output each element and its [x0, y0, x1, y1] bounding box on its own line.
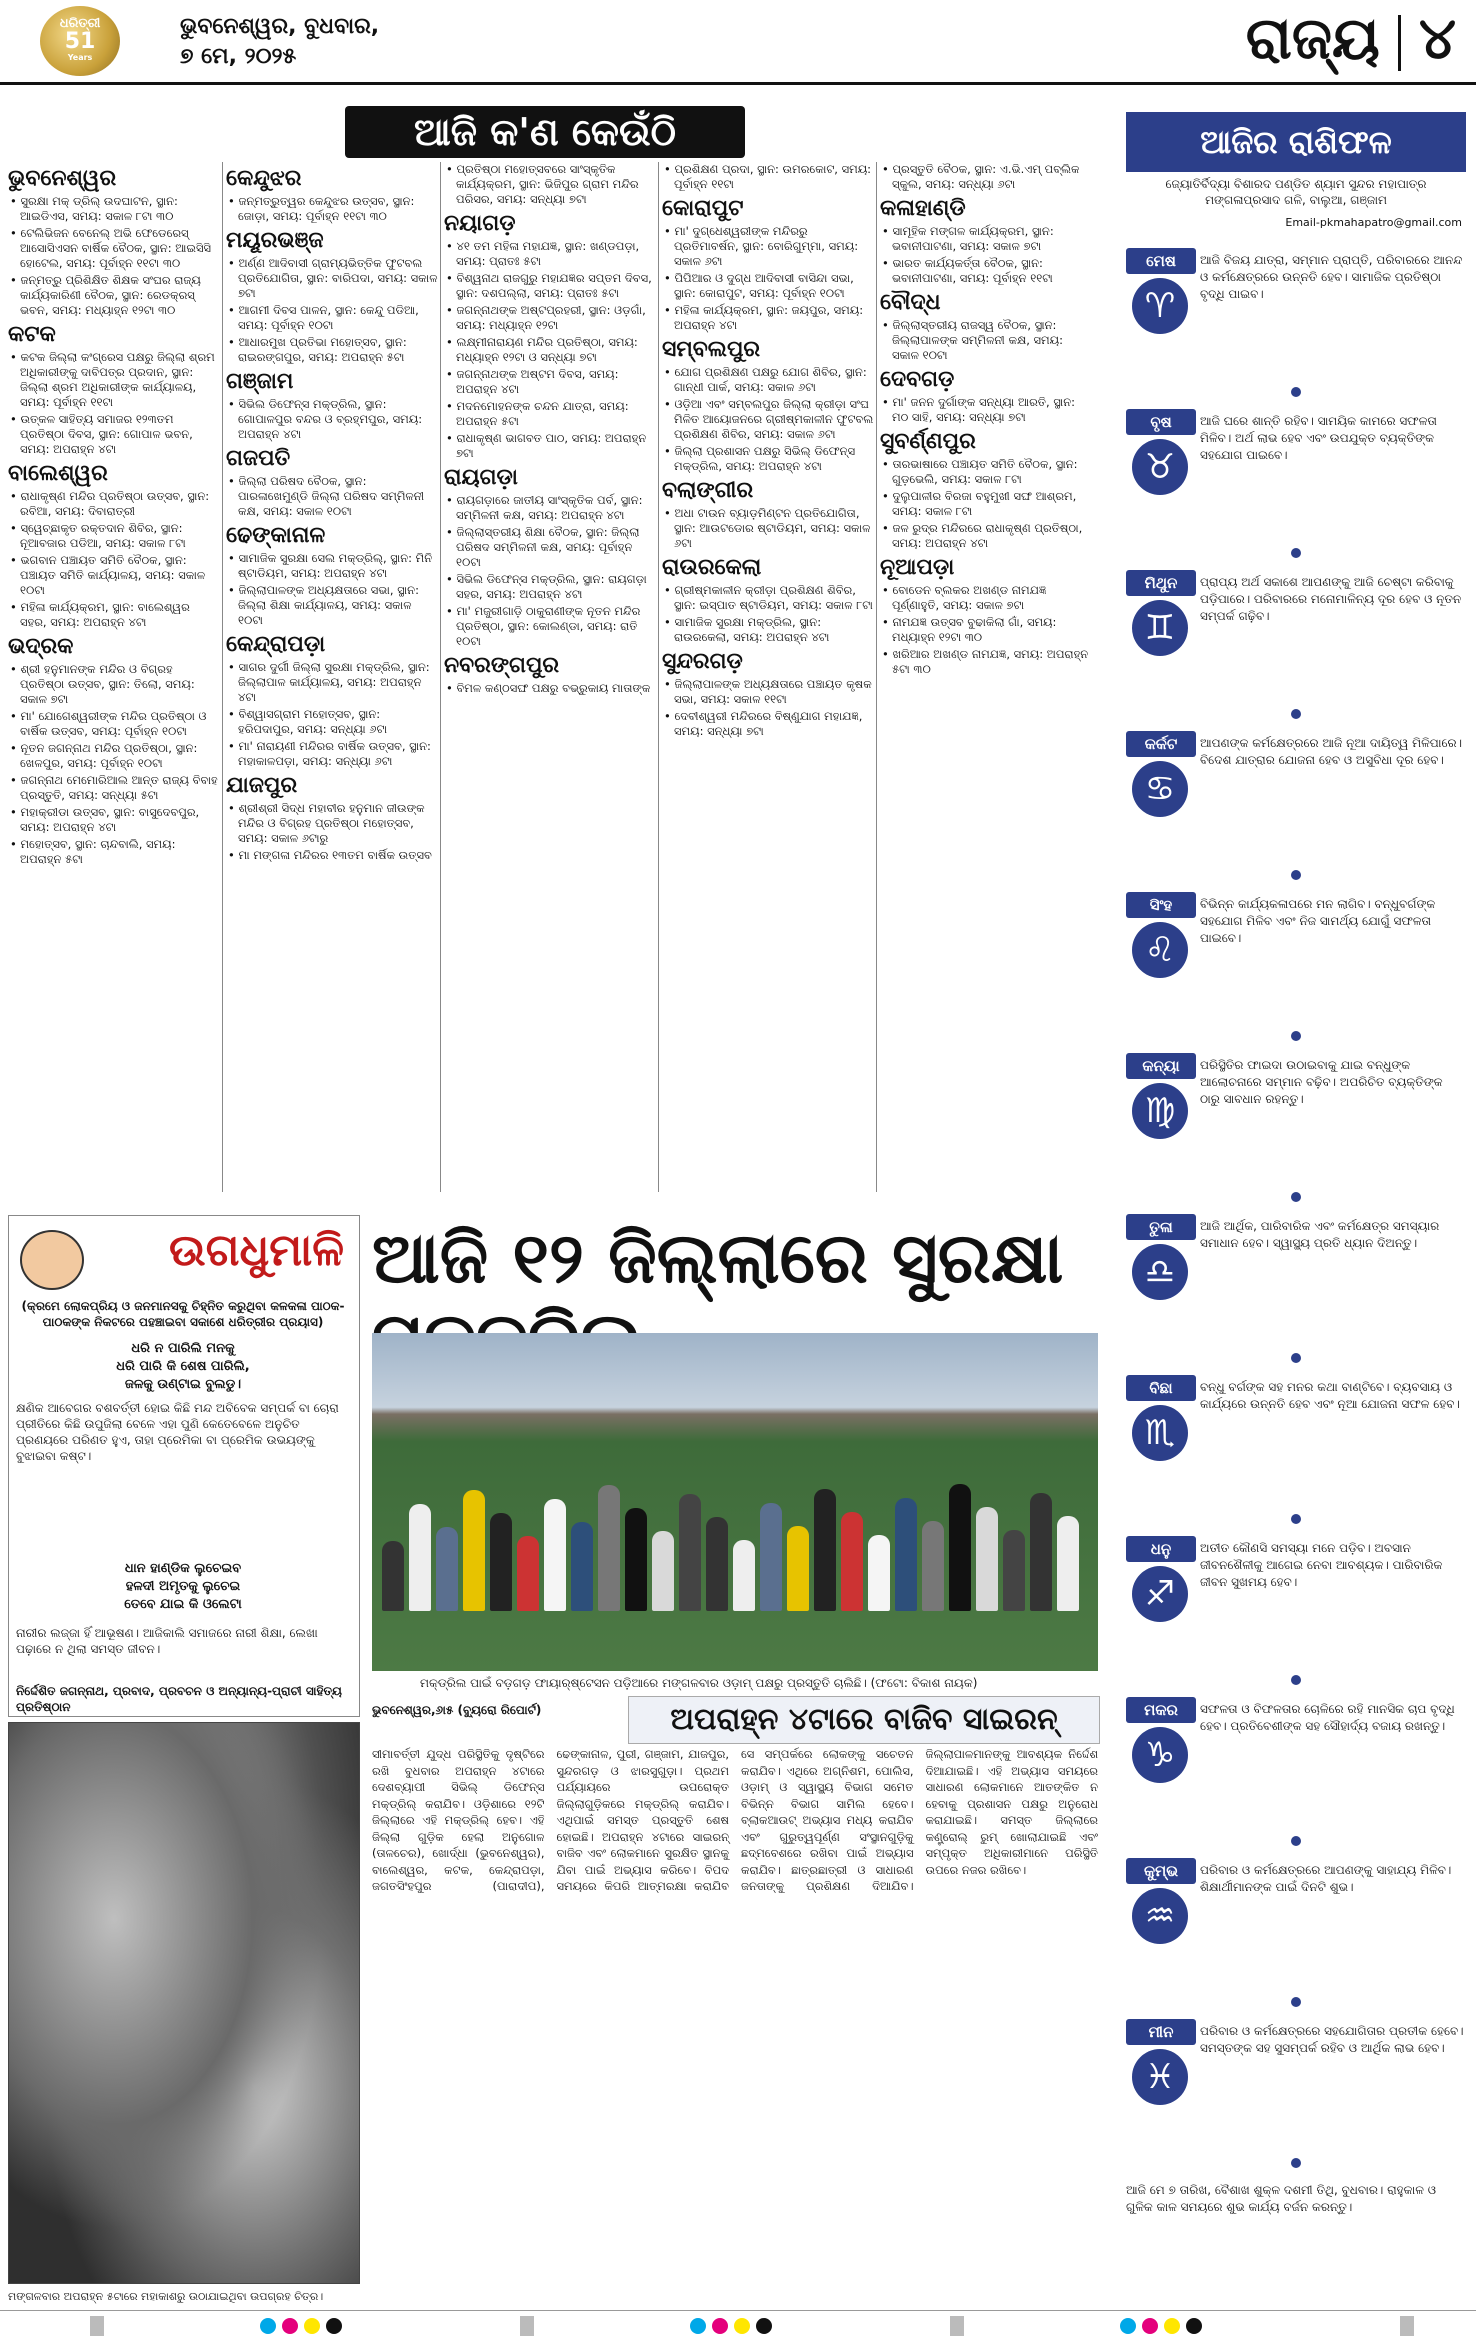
zodiac-sign-icon: ♉ [1132, 439, 1188, 495]
column-divider [876, 162, 877, 1192]
astrologer-address: ମଙ୍ଗଳାପ୍ରସାଦ ଗଳି, ବାଲୁଆ, ଗଞ୍ଜାମ [1205, 193, 1387, 207]
ugadhumali-intro: (କ୍ରମେ ଲୋକପ୍ରିୟ ଓ ଜନମାନସକୁ ଚିହ୍ନିତ କରୁଥିବା କଳକଳା ପାଠକ-ପାଠକଙ୍କ ନିକଟରେ ପହଞ୍ଚାଇବା ସକାଶେ ଧରିତ୍ରୀର ପ୍ରୟାସ) [21, 1299, 345, 1329]
event-item: • ଅଧା ଟାଉନ ବ୍ୟାଡ଼ମିଣ୍ଟନ ପ୍ରତିଯୋଗିତା, ସ୍ଥାନ: ଆଉଟଡୋର ଷ୍ଟାଡିୟମ, ସମୟ: ସକାଳ ୬ଟା [674, 506, 874, 551]
district-heading: ବାଲେଶ୍ୱର [8, 461, 108, 486]
event-item: • ଜିଲ୍ଲାପାଳଙ୍କ ଅଧ୍ୟକ୍ଷତାରେ ସଭା, ସ୍ଥାନ: ଜିଲ୍ଲା ଶିକ୍ଷା କାର୍ଯ୍ୟାଳୟ, ସମୟ: ସକାଳ ୧୦ଟା [238, 583, 438, 628]
zodiac-name: କନ୍ୟା [1126, 1053, 1196, 1079]
person-silhouette [841, 1512, 863, 1611]
astrologer-email: Email-pkmahapatro@gmail.com [1285, 216, 1462, 229]
zodiac-name: ତୁଳା [1126, 1214, 1196, 1240]
event-item: • ଶ୍ରୀ ହନୁମାନଙ୍କ ମନ୍ଦିର ଓ ବିଗ୍ରହ ପ୍ରତିଷ୍ଠା ଉତ୍ସବ, ସ୍ଥାନ: ତିଲୋ, ସମୟ: ସକାଳ ୭ଟା [20, 662, 220, 707]
separator-dot-icon [1291, 870, 1301, 880]
person-silhouette [949, 1484, 971, 1611]
person-silhouette [409, 1504, 431, 1611]
zodiac-name: ମେଷ [1126, 248, 1196, 274]
separator-dot-icon [1291, 1997, 1301, 2007]
event-item: • ଜଗନ୍ନାଥଙ୍କ ଅଷ୍ଟପ୍ରହରୀ, ସ୍ଥାନ: ଓଡ଼ଗାଁ, ସମୟ: ମଧ୍ୟାହ୍ନ ୧୨ଟା [456, 303, 656, 333]
event-item: • ଜଗନ୍ନାଥଙ୍କ ଅଷ୍ଟମ ଦିବସ, ସମୟ: ଅପରାହ୍ନ ୪ଟା [456, 367, 656, 397]
zodiac-entry [1126, 1858, 1466, 2005]
events-column [662, 162, 874, 1202]
event-item: • ସାମାଜିକ ସୁରକ୍ଷା ସେଲ ମକ୍‌ଡ୍ରିଲ୍, ସ୍ଥାନ: ମିନି ଷ୍ଟାଡିୟମ, ସମୟ: ଅପରାହ୍ନ ୪ଟା [238, 551, 438, 581]
event-item: • ଦୁଲୁପାଳୀର ବିରଜା ବହୁମୁଖୀ ସଙ୍ଘ ଆଶ୍ରମ, ସମୟ: ସକାଳ ୮ଟା [892, 489, 1092, 519]
event-item: • ଓଡ଼ିଆ ଏବଂ ସମ୍ବଲପୁର ଜିଲ୍ଲା କ୍ରୀଡ଼ା ସଂଘ ମିଳିତ ଆୟୋଜନରେ ଗ୍ରୀଷ୍ମକାଳୀନ ଫୁଟବଲ ପ୍ରଶିକ୍ଷଣ ଶିବିର, ସମୟ: ସକାଳ ୬ଟା [674, 397, 874, 442]
zodiac-sign-icon: ♌ [1132, 922, 1188, 978]
separator-dot-icon [1291, 1031, 1301, 1041]
cyan-mark [260, 2318, 276, 2334]
event-item: • ମା ମଙ୍ଗଳା ମନ୍ଦିରର ୧୩ତମ ବାର୍ଷିକ ଉତ୍ସବ [238, 848, 438, 863]
separator-dot-icon [1291, 548, 1301, 558]
district-heading: ମୟୂରଭଞ୍ଜ [226, 228, 324, 253]
person-silhouette [976, 1507, 998, 1611]
person-silhouette [490, 1513, 512, 1611]
rashifal-astrologer [1130, 176, 1462, 208]
gray-mark [520, 2316, 534, 2336]
event-item: • ମା' ନାରାୟଣୀ ମନ୍ଦିରର ବାର୍ଷିକ ଉତ୍ସବ, ସ୍ଥାନ: ମହାକାଳପଡ଼ା, ସମୟ: ସନ୍ଧ୍ୟା ୬ଟା [238, 739, 438, 769]
event-item: • ଲକ୍ଷ୍ମୀନାରାୟଣ ମନ୍ଦିର ପ୍ରତିଷ୍ଠା, ସମୟ: ମଧ୍ୟାହ୍ନ ୧୨ଟା ଓ ସନ୍ଧ୍ୟା ୭ଟା [456, 335, 656, 365]
person-silhouette [571, 1522, 593, 1611]
district-heading: ବୌଦ୍ଧ [880, 290, 941, 315]
zodiac-entry [1126, 409, 1466, 556]
event-item: • ଜିଲ୍ଲାପାଳଙ୍କ ଅଧ୍ୟକ୍ଷତାରେ ପଞ୍ଚାୟତ କୃଷକ ସଭା, ସମୟ: ସକାଳ ୧୧ଟା [674, 677, 874, 707]
section-divider [1398, 15, 1401, 71]
event-item: • ୪୧ ତମ ମହିଳା ମହାଯଜ୍ଞ, ସ୍ଥାନ: ଖଣ୍ଡପଡ଼ା, ସମୟ: ପ୍ରାତଃ ୫ଟା [456, 239, 656, 269]
zodiac-name: କର୍କଟ [1126, 731, 1196, 757]
separator-dot-icon [1291, 1353, 1301, 1363]
event-item: • ଜନ୍ମତ୍ରୁତ୍ୱର କେନ୍ଦୁଝର ଉତ୍ସବ, ସ୍ଥାନ: ଜୋଡ଼ା, ସମୟ: ପୂର୍ବାହ୍ନ ୧୧ଟା ୩୦ [238, 194, 438, 224]
person-silhouette [1030, 1493, 1052, 1611]
event-item: • ଶ୍ରୀଶ୍ରୀ ସିଦ୍ଧ ମହାବୀର ହନୁମାନ ଜୀଉଙ୍କ ମନ୍ଦିର ଓ ବିଗ୍ରହ ପ୍ରତିଷ୍ଠା ମହୋତ୍ସବ, ସମୟ: ସକାଳ ୬ଟାରୁ [238, 801, 438, 846]
zodiac-sign-icon: ♋ [1132, 761, 1188, 817]
events-column [226, 162, 438, 1202]
event-item: • ମଦନମୋହନଙ୍କ ଚନ୍ଦନ ଯାତ୍ରା, ସମୟ: ଅପରାହ୍ନ ୫ଟା [456, 399, 656, 429]
district-heading: ସମ୍ବଲପୁର [662, 337, 761, 362]
event-item: • ମା' ମଜୁରୀଗାଡ଼ି ଠାକୁରାଣୀଙ୍କ ନୂତନ ମନ୍ଦିର ପ୍ରତିଷ୍ଠା, ସ୍ଥାନ: କୋଲଣ୍ଡା, ସମୟ: ରାତି ୧୦ଟା [456, 604, 656, 649]
district-heading: କୋରାପୁଟ [662, 196, 744, 221]
gray-mark [90, 2316, 104, 2336]
zodiac-prediction: ପରିବାର ଓ କର୍ମକ୍ଷେତ୍ରରେ ଆପଣଙ୍କୁ ସାହାଯ୍ୟ ମିଳିବ। ଶିକ୍ଷାର୍ଥୀମାନଙ୍କ ପାଇଁ ଦିନଟି ଶୁଭ। [1200, 1863, 1452, 1894]
satellite-image [8, 1722, 360, 2284]
district-heading: କେନ୍ଦୁଝର [226, 166, 302, 191]
event-item: • ପ୍ରତିଷ୍ଠା ମହୋତ୍ସବରେ ସାଂସ୍କୃତିକ କାର୍ଯ୍ୟକ୍ରମ, ସ୍ଥାନ: ଭିଜିପୁର ଗ୍ରାମ ମନ୍ଦିର ପରିସର, ସମୟ: ସନ୍ଧ୍ୟା ୭ଟା [456, 162, 656, 207]
event-item: • ବିଶ୍ୱାସଗ୍ରାମ ମହୋତ୍ସବ, ସ୍ଥାନ: ହରିପଦାପୁର, ସମୟ: ସନ୍ଧ୍ୟା ୬ଟା [238, 707, 438, 737]
logo-years-number: 51 [64, 29, 96, 54]
zodiac-name: ଧନୁ [1126, 1536, 1196, 1562]
zodiac-name: ମୀନ [1126, 2019, 1196, 2045]
event-item: • ଭାରତ କାର୍ଯ୍ୟକର୍ତ୍ତା ବୈଠକ, ସ୍ଥାନ: ଭବାନୀପାଟଣା, ସମୟ: ପୂର୍ବାହ୍ନ ୧୧ଟା [892, 256, 1092, 286]
person-silhouette [868, 1535, 890, 1611]
zodiac-sign-icon: ♊ [1132, 600, 1188, 656]
event-item: • ଯୋଗ ପ୍ରଶିକ୍ଷଣ ପକ୍ଷରୁ ଯୋଗ ଶିବିର, ସ୍ଥାନ: ଗାନ୍ଧୀ ପାର୍କ, ସମୟ: ସକାଳ ୬ଟା [674, 365, 874, 395]
person-silhouette [733, 1540, 755, 1611]
zodiac-sign-icon: ♐ [1132, 1566, 1188, 1622]
event-item: • ରାଧାକୃଷ୍ଣ ମନ୍ଦିର ପ୍ରତିଷ୍ଠା ଉତ୍ସବ, ସ୍ଥାନ: ରବିଆ, ସମୟ: ଦିବାରାତ୍ରୀ [20, 489, 220, 519]
district-heading: ଦେବଗଡ଼ [880, 367, 955, 392]
ugadhumali-verse-1: ଧରି ନ ପାରିଲି ମନକୁ ଧରି ପାରି କି ଶେଷ ପାରିଲି, ଜଳକୁ ଉଣ୍ଟାଇ ବୁଲଡୁ। [116, 1341, 250, 1392]
person-silhouette [706, 1517, 728, 1611]
astrologer-name: ଜ୍ୟୋତିର୍ବିଦ୍ୟା ବିଶାରଦ ପଣ୍ଡିତ ଶ୍ୟାମ ସୁନ୍ଦର ମହାପାତ୍ର [1165, 177, 1427, 191]
event-item: • ଜିଲ୍ଲା ପ୍ରଶାସନ ପକ୍ଷରୁ ସିଭିଲ୍ ଡିଫେନ୍ସ ମକ୍‌ଡ୍ରିଲ, ସମୟ: ଅପରାହ୍ନ ୪ଟା [674, 444, 874, 474]
event-item: • ଉତ୍କଳ ସାହିତ୍ୟ ସମାଜର ୧୨୩ତମ ପ୍ରତିଷ୍ଠା ଦିବସ, ସ୍ଥାନ: ଗୋପାଳ ଭବନ, ସମୟ: ଅପରାହ୍ନ ୪ଟା [20, 412, 220, 457]
separator-dot-icon [1291, 1192, 1301, 1202]
zodiac-prediction: ବିଭିନ୍ନ କାର୍ଯ୍ୟକଳାପରେ ମନ ଲାଗିବ। ବନ୍ଧୁବର୍ଗଙ୍କ ସହଯୋଗ ମିଳିବ ଏବଂ ନିଜ ସାମର୍ଥ୍ୟ ଯୋଗୁଁ ସଫଳତା ପାଇବେ। [1200, 897, 1436, 945]
date-line-1: ଭୁବନେଶ୍ୱର, ବୁଧବାର, [180, 14, 380, 39]
district-heading: କେନ୍ଦ୍ରାପଡ଼ା [226, 632, 326, 657]
event-item: • ଗ୍ରୀଷ୍ମକାଳୀନ କ୍ରୀଡ଼ା ପ୍ରଶିକ୍ଷଣ ଶିବିର, ସ୍ଥାନ: ଇସ୍ପାତ ଷ୍ଟାଡିୟମ, ସମୟ: ସକାଳ ୮ଟା [674, 583, 874, 613]
section-header [1246, 4, 1456, 73]
district-heading: କଟକ [8, 322, 56, 347]
story-dateline: ଭୁବନେଶ୍ୱର,୬ା୫ (ବ୍ୟୁରୋ ରିପୋର୍ଟ) [372, 1703, 542, 1717]
district-heading: ରାଉରକେଲା [662, 555, 762, 580]
zodiac-prediction: ଅତୀତ କୌଣସି ସମସ୍ୟା ମନେ ପଡ଼ିବ। ଅବସାନ ଜୀବନଶୈଳୀକୁ ଆଗେଇ ନେବା ଆବଶ୍ୟକ। ପାରିବାରିକ ଜୀବନ ସୁଖମୟ ହେବ। [1200, 1541, 1443, 1589]
zodiac-name: ମିଥୁନ [1126, 570, 1196, 596]
event-item: • ସିଭିଲ ଡିଫେନ୍ସ ମକ୍‌ଡ୍ରିଲ, ସ୍ଥାନ: ରାୟଗଡ଼ା ସହର, ସମୟ: ଅପରାହ୍ନ ୪ଟା [456, 572, 656, 602]
person-silhouette [1057, 1516, 1079, 1611]
event-item: • ଜଳ ରୁଦ୍ର ମନ୍ଦିରରେ ରାଧାକୃଷ୍ଣ ପ୍ରତିଷ୍ଠା, ସମୟ: ଅପରାହ୍ନ ୪ଟା [892, 521, 1092, 551]
zodiac-entry [1126, 731, 1466, 878]
zodiac-entry [1126, 1697, 1466, 1844]
district-heading: ସୁନ୍ଦରଗଡ଼ [662, 649, 743, 674]
event-item: • ମା' ଯୋଗେଶ୍ୱରୀଙ୍କ ମନ୍ଦିର ପ୍ରତିଷ୍ଠା ଓ ବାର୍ଷିକ ଉତ୍ସବ, ସମୟ: ପୂର୍ବାହ୍ନ ୧୦ଟା [20, 709, 220, 739]
person-silhouette [652, 1531, 674, 1611]
zodiac-sign-icon: ♒ [1132, 1888, 1188, 1944]
person-silhouette [679, 1494, 701, 1611]
zodiac-entry [1126, 570, 1466, 717]
events-banner: ଆଜି କ'ଣ କେଉଁଠି [345, 106, 745, 158]
district-heading: ଗଞ୍ଜାମ [226, 369, 294, 394]
ugadhumali-body-2: ନାରୀର ଲଜ୍ଜା ହିଁ ଆଭୂଷଣ। ଆଜିକାଲି ସମାଜରେ ନାରୀ ଶିକ୍ଷା, ଲେଖା ପଢ଼ାରେ ନ ଥିଲା ସମସ୍ତ ଜୀବନ। [16, 1626, 318, 1656]
events-listing [8, 162, 1088, 1202]
zodiac-name: ବିଛା [1126, 1375, 1196, 1401]
events-column [8, 162, 220, 1202]
person-silhouette [922, 1521, 944, 1611]
event-item: • ଦେବୀଶ୍ୱରୀ ମନ୍ଦିରରେ ବିଷ୍ଣୁଯାଗ ମହାଯଜ୍ଞ, ସମୟ: ସନ୍ଧ୍ୟା ୭ଟା [674, 709, 874, 739]
yellow-mark [304, 2318, 320, 2334]
separator-dot-icon [1291, 1836, 1301, 1846]
district-heading: ସୁବର୍ଣ୍ଣପୁର [880, 429, 976, 454]
event-item: • ଜନ୍ମତ୍ରୁ ପ୍ରିଶିକ୍ଷିତ ଶିକ୍ଷକ ସଂଘର ରାଜ୍ୟ କାର୍ଯ୍ୟକାରିଣୀ ବୈଠକ, ସ୍ଥାନ: ରେଡକ୍ରସ୍ ଭବନ, ସମୟ: ମଧ୍ୟାହ୍ନ ୧୨ଟା ୩୦ [20, 273, 220, 318]
event-item: • ତାରଭାଷାରେ ପଞ୍ଚାୟତ ସମିତି ବୈଠକ, ସ୍ଥାନ: ଗୁଡ଼ଭେଲି, ସମୟ: ସକାଳ ୮ଟା [892, 457, 1092, 487]
event-item: • ସାମୂହିକ ମଙ୍ଗଳ କାର୍ଯ୍ୟକ୍ରମ, ସ୍ଥାନ: ଭବାନୀପାଟଣା, ସମୟ: ସକାଳ ୭ଟା [892, 224, 1092, 254]
yellow-mark [1164, 2318, 1180, 2334]
zodiac-sign-icon: ♓ [1132, 2049, 1188, 2105]
column-divider [440, 162, 441, 1192]
photo-caption: ମକ୍‌ଡ୍ରିଲ ପାଇଁ ବଡ଼ଗଡ଼ ଫାୟାର୍‌ଷ୍ଟେସନ ପଡ଼ିଆରେ ମଙ୍ଗଳବାର ଓଡ଼ାମ୍‌ ପକ୍ଷରୁ ପ୍ରସ୍ତୁତି ଚାଲିଛି। (ଫଟୋ: ବିକାଶ ନାୟକ) [420, 1676, 978, 1690]
rashifal-title: ଆଜିର ରାଶିଫଳ [1126, 112, 1466, 172]
event-item: • ମା' ଜନନ ଦୁର୍ଗାଙ୍କ ସନ୍ଧ୍ୟା ଆରତି, ସ୍ଥାନ: ମଠ ସାହି, ସମୟ: ସନ୍ଧ୍ୟା ୭ଟା [892, 395, 1092, 425]
black-mark [1186, 2318, 1202, 2334]
zodiac-name: ସିଂହ [1126, 892, 1196, 918]
logo-years-label: Years [67, 53, 93, 62]
event-item: • ଜିଲ୍ଲାସ୍ତରୀୟ ଶିକ୍ଷା ବୈଠକ, ସ୍ଥାନ: ଜିଲ୍ଲା ପରିଷଦ ସମ୍ମିଳନୀ କକ୍ଷ, ସମୟ: ପୂର୍ବାହ୍ନ ୧୦ଟା [456, 525, 656, 570]
date-line-2: ୭ ମେ, ୨୦୨୫ [180, 44, 297, 69]
magenta-mark [282, 2318, 298, 2334]
panjika-text: ଆଜି ମେ ୭ ତାରିଖ, ବୈଶାଖ ଶୁକ୍ଳ ଦଶମୀ ତିଥି, ବୁଧବାର। ରାହୁକାଳ ଓ ଗୁଳିକ କାଳ ସମୟରେ ଶୁଭ କାର୍ଯ୍ୟ ବର୍ଜନ କରନ୍ତୁ। [1126, 2183, 1437, 2214]
event-item: • ରାଧାକୃଷ୍ଣ ଭାଗବତ ପାଠ, ସମୟ: ଅପରାହ୍ନ ୭ଟା [456, 431, 656, 461]
district-heading: ଢେଙ୍କାନାଳ [226, 523, 326, 548]
district-heading: ବଲାଙ୍ଗୀର [662, 478, 754, 503]
district-heading: ନୂଆପଡ଼ା [880, 555, 955, 580]
magenta-mark [1142, 2318, 1158, 2334]
zodiac-prediction: ଆଜି ଆର୍ଥିକ, ପାରିବାରିକ ଏବଂ କର୍ମକ୍ଷେତ୍ର ସମସ୍ୟାର ସମାଧାନ ହେବ। ସ୍ୱାସ୍ଥ୍ୟ ପ୍ରତି ଧ୍ୟାନ ଦିଅନ୍ତୁ। [1200, 1219, 1440, 1250]
event-item: • ବିମଳ କଣ୍ଠସଙ୍ଘ ପକ୍ଷରୁ ବଭ୍ରୁକାୟ ମାତାଙ୍କ [456, 681, 656, 696]
district-heading: ନବରଙ୍ଗପୁର [444, 653, 560, 678]
event-item: • ନାମଯଜ୍ଞ ଉତ୍ସବ ବୁଢାକିଲା ଗାଁ, ସମୟ: ମଧ୍ୟାହ୍ନ ୧୨ଟା ୩୦ [892, 615, 1092, 645]
event-item: • ଭଗବାନ ପଞ୍ଚାୟତ ସମିତି ବୈଠକ, ସ୍ଥାନ: ପଞ୍ଚାୟତ ସମିତି କାର୍ଯ୍ୟାଳୟ, ସମୟ: ସକାଳ ୧୦ଟା [20, 553, 220, 598]
mock-drill-photo [372, 1333, 1098, 1671]
column-divider [658, 162, 659, 1192]
zodiac-entry [1126, 892, 1466, 1039]
main-headline: ଆଜି ୧୨ ଜିଲ୍ଲାରେ ସୁରକ୍ଷା [372, 1216, 1064, 1299]
footer-rule [0, 2310, 1476, 2311]
events-column [880, 162, 1092, 1202]
separator-dot-icon [1291, 1675, 1301, 1685]
separator-dot-icon [1291, 2158, 1301, 2168]
event-item: • ଅର୍ଣ୍ଣ ଆଦିବାସୀ ଗ୍ରାମ୍ୟଭିତ୍ତିକ ଫୁଟବଲ ପ୍ରତିଯୋଗିତା, ସ୍ଥାନ: ବାରିପଦା, ସମୟ: ସକାଳ ୭ଟା [238, 256, 438, 301]
yellow-mark [734, 2318, 750, 2334]
separator-dot-icon [1291, 709, 1301, 719]
zodiac-entry [1126, 1375, 1466, 1522]
zodiac-sign-icon: ♈ [1132, 278, 1188, 334]
person-silhouette [436, 1527, 458, 1611]
event-item: • କଟକ ଜିଲ୍ଲା କଂଗ୍ରେସ ପକ୍ଷରୁ ଜିଲ୍ଲା ଶ୍ରମ ଅଧିକାରୀଙ୍କୁ ଦାବିପତ୍ର ପ୍ରଦାନ, ସ୍ଥାନ: ଜିଲ୍ଲା ଶ୍ରମ ଅଧିକାରୀଙ୍କ କାର୍ଯ୍ୟାଳୟ, ସମୟ: ପୂର୍ବାହ୍ନ ୧୧ଟା [20, 350, 220, 410]
zodiac-sign-icon: ♑ [1132, 1727, 1188, 1783]
event-item: • ପିପିଆର ଓ ଦୁଗ୍ଧ ଆଦିବାସୀ ବାସିନ୍ଦା ସଭା, ସ୍ଥାନ: କୋରାପୁଟ, ସମୟ: ପୂର୍ବାହ୍ନ ୧୦ଟା [674, 271, 874, 301]
ugadhumali-title: ଉଗଧୁମାଳି [169, 1225, 344, 1276]
person-silhouette [463, 1490, 485, 1611]
district-heading: ରାୟଗଡ଼ା [444, 465, 518, 490]
event-item: • ଖରିଆର ଅଖଣ୍ଡ ନାମଯଜ୍ଞ, ସମୟ: ଅପରାହ୍ନ ୫ଟା ୩୦ [892, 647, 1092, 677]
newspaper-logo-badge [40, 6, 120, 76]
zodiac-prediction: ଆପଣଙ୍କ କର୍ମକ୍ଷେତ୍ରରେ ଆଜି ନୂଆ ଦାୟିତ୍ୱ ମିଳିପାରେ। ବିଦେଶ ଯାତ୍ରାର ଯୋଜନା ହେବ ଓ ଅସୁବିଧା ଦୂର ହେବ। [1200, 736, 1463, 767]
district-heading: ଭୁବନେଶ୍ୱର [8, 166, 117, 191]
zodiac-entry [1126, 248, 1466, 395]
events-column [444, 162, 656, 1202]
zodiac-prediction: ଆଜି ବିଜୟ ଯାତ୍ରା, ସମ୍ମାନ ପ୍ରାପ୍ତି, ପରିବାରରେ ଆନନ୍ଦ ଓ କର୍ମକ୍ଷେତ୍ରରେ ଉନ୍ନତି ହେବ। ସାମାଜିକ ପ୍ରତିଷ୍ଠା ବୃଦ୍ଧି ପାଇବ। [1200, 253, 1463, 301]
district-heading: କଳାହାଣ୍ଡି [880, 196, 966, 221]
zodiac-prediction: ସଫଳତା ଓ ବିଫଳତାର ଚୋଳିରେ ରହି ମାନସିକ ଚାପ ବୃଦ୍ଧି ହେବ। ପ୍ରତିବେଶୀଙ୍କ ସହ ସୌହାର୍ଦ୍ୟ ବଜାୟ ରଖନ୍ତୁ। [1200, 1702, 1455, 1733]
event-item: • ଜଗନ୍ନାଥ ମେମୋରିଆଲ ଆନ୍ତ ରାଜ୍ୟ ବିବାହ ପ୍ରସ୍ତୁତି, ସମୟ: ସନ୍ଧ୍ୟା ୫ଟା [20, 773, 220, 803]
zodiac-prediction: ପ୍ରାପ୍ୟ ଅର୍ଥ ସକାଶେ ଆପଣଙ୍କୁ ଆଜି ଚେଷ୍ଟା କରିବାକୁ ପଡ଼ିପାରେ। ପରିବାରରେ ମନୋମାଳିନ୍ୟ ଦୂର ହେବ ଓ ନୂତନ ସମ୍ପର୍କ ଗଢ଼ିବ। [1200, 575, 1462, 623]
dateline-block [180, 12, 379, 72]
person-silhouette [625, 1508, 647, 1611]
person-silhouette [598, 1485, 620, 1611]
event-item: • ମହିଳା କାର୍ଯ୍ୟକ୍ରମ, ସ୍ଥାନ: ଜୟପୁର, ସମୟ: ଅପରାହ୍ନ ୪ଟା [674, 303, 874, 333]
event-item: • ଜିଲ୍ଲାସ୍ତରୀୟ ରାଜସ୍ୱ ବୈଠକ, ସ୍ଥାନ: ଜିଲ୍ଲାପାଳଙ୍କ ସମ୍ମିଳନୀ କକ୍ଷ, ସମୟ: ସକାଳ ୧୦ଟା [892, 318, 1092, 363]
zodiac-prediction: ଆଜି ଘରେ ଶାନ୍ତି ରହିବ। ସାମୟିକ କାମରେ ସଫଳତା ମିଳିବ। ଅର୍ଥ ଲାଭ ହେବ ଏବଂ ଉପଯୁକ୍ତ ବ୍ୟକ୍ତିଙ୍କ ସହଯୋଗ ପାଇବେ। [1200, 414, 1437, 462]
magenta-mark [712, 2318, 728, 2334]
zodiac-name: ବୃଷ [1126, 409, 1196, 435]
event-item: • ପ୍ରଶିକ୍ଷଣ ପ୍ରଦା, ସ୍ଥାନ: ଉମରକୋଟ, ସମୟ: ପୂର୍ବାହ୍ନ ୧୧ଟା [674, 162, 874, 192]
ugadhumali-credit: ନିର୍ଦ୍ଦେଶିତ ଜଗନ୍ନାଥ, ପ୍ରବାଦ, ପ୍ରବଚନ ଓ ଅନ୍ୟାନ୍ୟ-ପ୍ରାଚୀ ସାହିତ୍ୟ ପ୍ରତିଷ୍ଠାନ [16, 1684, 342, 1714]
event-item: • ବୋଡେନ ବ୍ଲକର ଅଖଣ୍ଡ ନାମଯଜ୍ଞ ପୂର୍ଣ୍ଣାହୁତି, ସମୟ: ସକାଳ ୭ଟା [892, 583, 1092, 613]
zodiac-sign-icon: ♏ [1132, 1405, 1188, 1461]
event-item: • ନୂତନ ଜଗନ୍ନାଥ ମନ୍ଦିର ପ୍ରତିଷ୍ଠା, ସ୍ଥାନ: ଖେଳପୁର, ସମୟ: ପୂର୍ବାହ୍ନ ୧୦ଟା [20, 741, 220, 771]
event-item: • ଆଗମୀ ଦିବସ ପାଳନ, ସ୍ଥାନ: କେନ୍ଦୁ ପଡିଆ, ସମୟ: ପୂର୍ବାହ୍ନ ୧୦ଟା [238, 303, 438, 333]
district-heading: ଭଦ୍ରକ [8, 634, 74, 659]
zodiac-sign-icon: ♍ [1132, 1083, 1188, 1139]
person-silhouette [787, 1526, 809, 1611]
column-divider [222, 162, 223, 1192]
zodiac-prediction: ପରିବାର ଓ କର୍ମକ୍ଷେତ୍ରରେ ସହଯୋଗିତାର ପ୍ରତୀକ ହେବେ। ସମସ୍ତଙ୍କ ସହ ସୁସମ୍ପର୍କ ରହିବ ଓ ଆର୍ଥିକ ଲାଭ ହେବ। [1200, 2024, 1464, 2055]
separator-dot-icon [1291, 387, 1301, 397]
zodiac-name: ମକର [1126, 1697, 1196, 1723]
person-silhouette [1003, 1530, 1025, 1611]
district-heading: ଗଜପତି [226, 446, 291, 471]
event-item: • ସୁରକ୍ଷା ମକ୍ ଡ୍ରିଲ୍ ଉଦଘାଟନ, ସ୍ଥାନ: ଆଇଡିଏସ, ସମୟ: ସକାଳ ୮ଟା ୩୦ [20, 194, 220, 224]
person-silhouette [895, 1498, 917, 1611]
zodiac-prediction: ପରିସ୍ଥିତିର ଫାଇଦା ଉଠାଇବାକୁ ଯାଇ ବନ୍ଧୁଙ୍କ ଆଲୋଚନାରେ ସମ୍ମାନ ବଢ଼ିବ। ଅପରିଚିତ ବ୍ୟକ୍ତିଙ୍କ ଠାରୁ ସାବଧାନ ରହନ୍ତୁ। [1200, 1058, 1443, 1106]
event-item: • ଜିଲ୍ଲା ପରିଷଦ ବୈଠକ, ସ୍ଥାନ: ପାରଳାଖେମୁଣ୍ଡି ଜିଲ୍ଲା ପରିଷଦ ସମ୍ମିଳନୀ କକ୍ଷ, ସମୟ: ସକାଳ ୧୦ଟା [238, 474, 438, 519]
event-item: • ସାଗର ଦୁର୍ଗୀ ଜିଲ୍ଲା ସୁରକ୍ଷା ମକ୍‌ଡ୍ରିଲ, ସ୍ଥାନ: ଜିଲ୍ଲାପାଳ କାର୍ଯ୍ୟାଳୟ, ସମୟ: ଅପରାହ୍ନ ୪ଟା [238, 660, 438, 705]
cyan-mark [1120, 2318, 1136, 2334]
satellite-caption: ମଙ୍ଗଳବାର ଅପରାହ୍ନ ୫ଟାରେ ମହାକାଶରୁ ଉଠାଯାଇଥିବା ଉପଗ୍ରହ ଚିତ୍ର। [8, 2290, 324, 2303]
story-subheadline: ଅପରାହ୍ନ ୪ଟାରେ ବାଜିବ ସାଇରନ୍ [628, 1696, 1100, 1744]
event-item: • ରାୟଗଡ଼ାରେ ଜାତୀୟ ସାଂସ୍କୃତିକ ପର୍ବ, ସ୍ଥାନ: ସମ୍ମିଳନୀ କକ୍ଷ, ସମୟ: ଅପରାହ୍ନ ୪ଟା [456, 493, 656, 523]
event-item: • ସାମାଜିକ ସୁରକ୍ଷା ମକ୍‌ଡ୍ରିଲ, ସ୍ଥାନ: ରାଉରକେଲା, ସମୟ: ଅପରାହ୍ନ ୪ଟା [674, 615, 874, 645]
black-mark [326, 2318, 342, 2334]
zodiac-entry [1126, 1536, 1466, 1683]
event-item: • ମହାକ୍ରୀଡା ଉତ୍ସବ, ସ୍ଥାନ: ବାସୁଦେବପୁର, ସମୟ: ଅପରାହ୍ନ ୪ଟା [20, 805, 220, 835]
story-body: ସୀମାବର୍ତ୍ତୀ ଯୁଦ୍ଧ ପରିସ୍ଥିତିକୁ ଦୃଷ୍ଟିରେ ରଖି ବୁଧବାର ଅପରାହ୍ନ ୪ଟାରେ ଦେଶବ୍ୟାପୀ ସିଭିଲ୍ ଡିଫେନ୍ସ ମକ୍‌ଡ୍ରିଲ୍ କରାଯିବ। ଓଡ଼ିଶାରେ ୧୨ଟି ଜିଲ୍ଲାରେ ଏହି ମକ୍‌ଡ୍ରିଲ୍ ହେବ। ଏହି ଜିଲ୍ଲା ଗୁଡ଼ିକ ହେଲା ଅନୁଗୋଳ (ତାଳଚେର), ଖୋର୍ଦ୍ଧା (ଭୁବନେଶ୍ୱର), ବାଲେଶ୍ୱର, କଟକ, କେନ୍ଦ୍ରାପଡ଼ା, ଜଗତସିଂହପୁର (ପାରାଦୀପ), ଢେଙ୍କାନାଳ, ପୁରୀ, ଗଞ୍ଜାମ, ଯାଜପୁର, ସୁନ୍ଦରଗଡ଼ ଓ ଝାରସୁଗୁଡ଼ା। ପ୍ରଥମ ପର୍ଯ୍ୟାୟରେ ଉପରୋକ୍ତ ଜିଲ୍ଲାଗୁଡ଼ିକରେ ମକ୍‌ଡ୍ରିଲ୍ କରାଯିବ। ଏଥିପାଇଁ ସମସ୍ତ ପ୍ରସ୍ତୁତି ଶେଷ ହୋଇଛି। ଅପରାହ୍ନ ୪ଟାରେ ସାଇରନ୍ ବାଜିବ ଏବଂ ଲୋକମାନେ ସୁରକ୍ଷିତ ସ୍ଥାନକୁ ଯିବା ପାଇଁ ଅଭ୍ୟାସ କରିବେ। ବିପଦ ସମୟରେ କିପରି ଆତ୍ମରକ୍ଷା କରାଯିବ ସେ ସମ୍ପର୍କରେ ଲୋକଙ୍କୁ ସଚେତନ କରାଯିବ। ଏଥିରେ ଅଗ୍ନିଶମ, ପୋଲିସ, ଓଡ଼ାମ୍ ଓ ସ୍ୱାସ୍ଥ୍ୟ ବିଭାଗ ସମେତ ବିଭିନ୍ନ ବିଭାଗ ସାମିଲ ହେବେ। ବ୍ଲାକଆଉଟ୍ ଅଭ୍ୟାସ ମଧ୍ୟ କରାଯିବ ଏବଂ ଗୁରୁତ୍ୱପୂର୍ଣ୍ଣ ସଂସ୍ଥାନଗୁଡ଼ିକୁ ଛଦ୍ମବେଶରେ ରଖିବା ପାଇଁ ଅଭ୍ୟାସ କରାଯିବ। ଛାତ୍ରଛାତ୍ରୀ ଓ ସାଧାରଣ ଜନତାଙ୍କୁ ପ୍ରଶିକ୍ଷଣ ଦିଆଯିବ। ଜିଲ୍ଲାପାଳମାନଙ୍କୁ ଆବଶ୍ୟକ ନିର୍ଦ୍ଦେଶ ଦିଆଯାଇଛି। ଏହି ଅଭ୍ୟାସ ସମୟରେ ସାଧାରଣ ଲୋକମାନେ ଆତଙ୍କିତ ନ ହେବାକୁ ପ୍ରଶାସନ ପକ୍ଷରୁ ଅନୁରୋଧ କରାଯାଇଛି। ସମସ୍ତ ଜିଲ୍ଲାରେ କଣ୍ଟ୍ରୋଲ୍ ରୁମ୍ ଖୋଲାଯାଇଛି ଏବଂ ସମ୍ପୃକ୍ତ ଅଧିକାରୀମାନେ ପରିସ୍ଥିତି ଉପରେ ନଜର ରଖିବେ। [372, 1747, 1098, 1893]
zodiac-name: କୁମ୍ଭ [1126, 1858, 1196, 1884]
person-silhouette [544, 1499, 566, 1611]
event-item: • ଟେଲିଭିଜନ ବେନେଲ୍ ଅଭି ଫେଡେରେସ୍ ଆସୋସିଏସନ ବାର୍ଷିକ ବୈଠକ, ସ୍ଥାନ: ଆଇସିସି ହୋଟେଲ, ସମୟ: ପୂର୍ବାହ୍ନ ୧୧ଟା ୩୦ [20, 226, 220, 271]
event-item: • ସିଭିଲ ଡିଫେନ୍ସ ମକ୍‌ଡ୍ରିଲ, ସ୍ଥାନ: ଗୋପାଳପୁର ବନ୍ଦର ଓ ବ୍ରହ୍ମପୁର, ସମୟ: ଅପରାହ୍ନ ୪ଟା [238, 397, 438, 442]
gray-mark [950, 2316, 964, 2336]
zodiac-prediction: ବନ୍ଧୁ ବର୍ଗଙ୍କ ସହ ମନର କଥା ବାଣ୍ଟିବେ। ବ୍ୟବସାୟ ଓ କାର୍ଯ୍ୟରେ ଉନ୍ନତି ହେବ ଏବଂ ନୂଆ ଯୋଜନା ସଫଳ ହେବ। [1200, 1380, 1460, 1411]
zodiac-entry [1126, 1053, 1466, 1200]
person-silhouette [760, 1503, 782, 1611]
event-item: • ମହୋତ୍ସବ, ସ୍ଥାନ: ଚାନ୍ଦବାଲି, ସମୟ: ଅପରାହ୍ନ ୫ଟା [20, 837, 220, 867]
cyan-mark [690, 2318, 706, 2334]
event-item: • ଆଧାରମୁଖ ପ୍ରତିଭା ମହୋତ୍ସବ, ସ୍ଥାନ: ରାଇରଙ୍ଗପୁର, ସମୟ: ଅପରାହ୍ନ ୫ଟା [238, 335, 438, 365]
person-silhouette [517, 1536, 539, 1611]
district-heading: ନୟାଗଡ଼ [444, 211, 516, 236]
section-name: ରାଜ୍ୟ [1245, 4, 1380, 72]
zodiac-sign-icon: ♎ [1132, 1244, 1188, 1300]
district-heading: ଯାଜପୁର [226, 773, 298, 798]
zodiac-entry [1126, 2019, 1466, 2166]
event-item: • ସ୍ୱେଚ୍ଛାକୃତ ରକ୍ତଦାନ ଶିବିର, ସ୍ଥାନ: ନୂଆବଜାର ପଡିଆ, ସମୟ: ସକାଳ ୮ଟା [20, 521, 220, 551]
event-item: • ପ୍ରସ୍ତୁତି ବୈଠକ, ସ୍ଥାନ: ଏ.ଭି.ଏମ୍ ପବ୍ଲିକ ସ୍କୁଲ, ସମୟ: ସନ୍ଧ୍ୟା ୬ଟା [892, 162, 1092, 192]
ugadhumali-verse-2: ଧାନ ହାଣ୍ଡିକ ଲୁଚେଇବ ହଳଦୀ ଅମୃତକୁ ଲୁଚେଇ ତେବେ ଯାଇ କି ଓଲେଟା [124, 1561, 242, 1612]
gray-mark [1400, 2316, 1414, 2336]
person-silhouette [382, 1541, 404, 1611]
event-item: • ମହିଳା କାର୍ଯ୍ୟକ୍ରମ, ସ୍ଥାନ: ବାଲେଶ୍ୱର ସହର, ସମୟ: ଅପରାହ୍ନ ୪ଟା [20, 600, 220, 630]
event-item: • ବିଶ୍ୱନାଥ ରାଜଗୁରୁ ମହାଯଜ୍ଞର ସପ୍ତମ ଦିବସ, ସ୍ଥାନ: ଦଶପଲ୍ଲା, ସମୟ: ପ୍ରାତଃ ୫ଟା [456, 271, 656, 301]
black-mark [756, 2318, 772, 2334]
separator-dot-icon [1291, 1514, 1301, 1524]
page-number: ୪ [1418, 4, 1456, 72]
zodiac-entry [1126, 1214, 1466, 1361]
ugadhumali-body-1: କ୍ଷଣିକ ଆବେଗର ବଶବର୍ତ୍ତୀ ହୋଇ କିଛି ମନ୍ଦ ଅବିବେକ ସମ୍ପର୍କ ବା ଚୋରା ପ୍ରୀତିରେ କିଛି ଉପୁଜିଲା ବେଳେ ଏହା ପୁଣି କେତେବେଳେ ଅନୁଚିତ ପ୍ରଣୟରେ ପରିଣତ ହୁଏ, ତାହା ପ୍ରେମିକା ବା ପ୍ରେମିକ ଉଭୟଙ୍କୁ ବୁଝାଇବା କଷ୍ଟ। [16, 1401, 339, 1463]
logo-name: ଧରିତ୍ରୀ [59, 16, 101, 31]
event-item: • ମା' ଦୁଗ୍ଧେଶ୍ୱରୀଙ୍କ ମନ୍ଦିରରୁ ପ୍ରତିମାବର୍ଷନ, ସ୍ଥାନ: ବୋରିଗୁମ୍ମା, ସମୟ: ସକାଳ ୬ଟା [674, 224, 874, 269]
person-silhouette [814, 1489, 836, 1611]
